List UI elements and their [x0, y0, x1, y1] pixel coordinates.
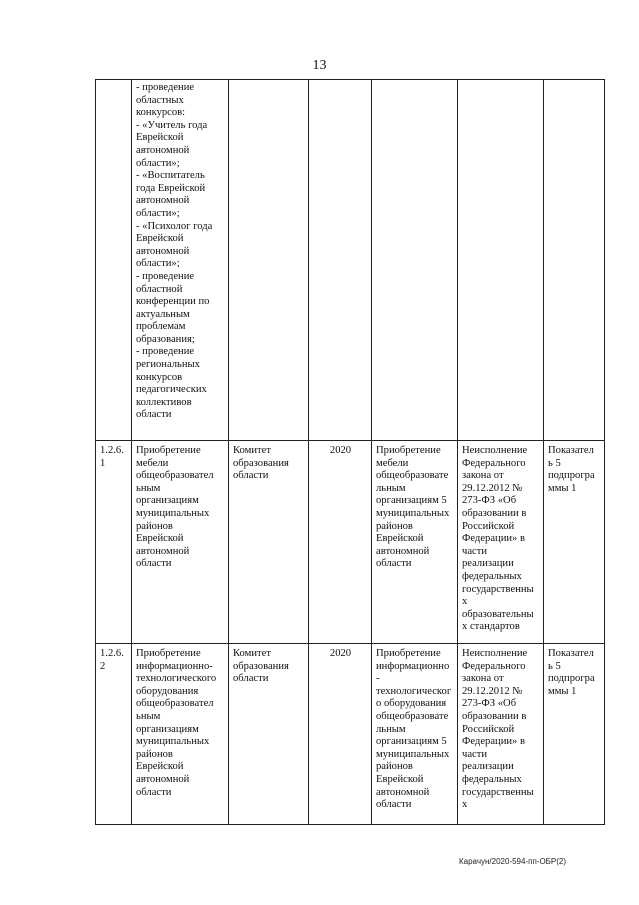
cell-text-line: области: [233, 470, 269, 482]
cell-text-line: образования: [233, 457, 289, 469]
cell-text-line: х: [462, 799, 468, 811]
cell-text-line: 273-ФЗ «Об: [462, 495, 517, 507]
cell-text-line: Еврейской: [376, 533, 424, 545]
cell-text-line: федеральных: [462, 773, 522, 785]
cell-text-line: Еврейской: [376, 773, 424, 785]
activity-cell: [132, 644, 229, 825]
cell-text-line: районов: [376, 520, 413, 532]
executor-cell: [229, 644, 309, 825]
cell-text-line: конкурсов:: [136, 107, 186, 119]
year-cell: [309, 80, 372, 441]
cell-text-line: образовательны: [462, 608, 534, 620]
cell-text-line: автономной: [136, 773, 190, 785]
cell-text-line: федеральных: [462, 570, 522, 582]
cell-text-line: актуальным: [136, 308, 190, 320]
cell-text-line: Показател: [548, 648, 594, 659]
cell-text-line: районов: [376, 761, 413, 773]
cell-text-line: области: [136, 558, 172, 570]
cell-text-line: педагогических: [136, 384, 207, 396]
cell-text-line: муниципальных: [136, 507, 210, 519]
cell-text-line: образования: [233, 660, 289, 672]
executor-cell: [229, 441, 309, 644]
cell-text-line: Федерального: [462, 660, 526, 672]
expected-result-cell: [372, 644, 458, 825]
table-row: [96, 441, 605, 644]
cell-text-line: Приобретение: [136, 648, 201, 659]
cell-text-line: ьным: [136, 482, 161, 494]
cell-text-line: организациям 5: [376, 736, 447, 748]
table-row: [96, 80, 605, 441]
cell-text-line: Еврейской: [136, 233, 184, 245]
activity-cell: [132, 441, 229, 644]
cell-text-line: области: [376, 799, 412, 811]
document-code: Карачун/2020-594-пп-ОБР(2): [459, 857, 567, 866]
cell-text-line: области»;: [136, 207, 180, 219]
cell-text-line: Федерации» в: [462, 533, 525, 545]
cell-text-line: автономной: [376, 545, 430, 557]
cell-text-line: ь 5: [548, 457, 561, 469]
indicator-cell: [544, 644, 605, 825]
cell-text-line: мебели: [376, 457, 409, 469]
consequence-cell: [458, 644, 544, 825]
cell-text-line: области: [136, 409, 172, 421]
cell-text-line: общеобразовател: [136, 470, 214, 482]
cell-text-line: о оборудования: [376, 698, 447, 710]
cell-text-line: области: [136, 786, 172, 798]
cell-text-line: Приобретение: [376, 445, 441, 456]
cell-text-line: 273-ФЗ «Об: [462, 698, 517, 710]
cell-text-line: общеобразовател: [136, 698, 214, 710]
cell-text-line: областной: [136, 283, 183, 295]
cell-text-line: подпрогра: [548, 673, 595, 685]
year-cell: 2020: [309, 441, 372, 644]
cell-text-line: области»;: [136, 157, 180, 169]
cell-text-line: государственны: [462, 786, 534, 798]
cell-text-line: Комитет: [233, 648, 271, 659]
cell-text-line: Еврейской: [136, 761, 184, 773]
cell-text-line: реализации: [462, 558, 514, 570]
cell-text-line: региональных: [136, 359, 200, 371]
cell-text-line: Российской: [462, 723, 515, 735]
cell-text-line: Еврейской: [136, 132, 184, 144]
cell-text-line: области»;: [136, 258, 180, 270]
item-number-cell: 1.2.6.1: [96, 441, 132, 644]
cell-text-line: образования;: [136, 333, 195, 345]
cell-text-line: - проведение: [136, 270, 195, 282]
item-number-cell: [96, 80, 132, 441]
cell-text-line: государственны: [462, 583, 534, 595]
cell-text-line: Федерального: [462, 457, 526, 469]
cell-text-line: образовании в: [462, 507, 527, 519]
cell-text-line: Федерации» в: [462, 736, 525, 748]
cell-text-line: 29.12.2012 №: [462, 482, 523, 494]
cell-text-line: Неисполнение: [462, 445, 528, 456]
cell-text-line: автономной: [136, 144, 190, 156]
cell-text-line: мебели: [136, 457, 169, 469]
cell-text-line: льным: [376, 723, 406, 735]
cell-text-line: области: [376, 558, 412, 570]
cell-text-line: районов: [136, 520, 173, 532]
cell-text-line: информационно: [376, 660, 450, 672]
cell-text-line: ммы 1: [548, 685, 577, 697]
cell-text-line: организациям: [136, 723, 199, 735]
cell-text-line: технологическог: [376, 685, 452, 697]
executor-cell: [229, 80, 309, 441]
cell-text-line: Комитет: [233, 445, 271, 456]
item-number-cell: 1.2.6.2: [96, 644, 132, 825]
cell-text-line: - «Учитель года: [136, 119, 208, 131]
year-cell: 2020: [309, 644, 372, 825]
cell-text-line: подпрогра: [548, 470, 595, 482]
cell-text-line: - проведение: [136, 346, 195, 358]
cell-text-line: автономной: [136, 545, 190, 557]
cell-text-line: конкурсов: [136, 371, 183, 383]
cell-text-line: автономной: [376, 786, 430, 798]
cell-text-line: Российской: [462, 520, 515, 532]
cell-text-line: оборудования: [136, 685, 199, 697]
cell-text-line: ь 5: [548, 660, 561, 672]
cell-text-line: Показател: [548, 445, 594, 456]
cell-text-line: областных: [136, 94, 184, 106]
cell-text-line: районов: [136, 748, 173, 760]
cell-text-line: информационно-: [136, 660, 213, 672]
cell-text-line: технологического: [136, 673, 217, 685]
cell-text-line: Еврейской: [136, 533, 184, 545]
cell-text-line: организациям 5: [376, 495, 447, 507]
activity-cell: [132, 80, 229, 441]
indicator-cell: [544, 80, 605, 441]
cell-text-line: конференции по: [136, 296, 210, 308]
cell-text-line: ммы 1: [548, 482, 577, 494]
cell-text-line: 29.12.2012 №: [462, 685, 523, 697]
cell-text-line: автономной: [136, 245, 190, 257]
cell-text-line: льным: [376, 482, 406, 494]
cell-text-line: образовании в: [462, 710, 527, 722]
cell-text-line: организациям: [136, 495, 199, 507]
cell-text-line: -: [376, 673, 380, 685]
cell-text-line: - «Воспитатель: [136, 170, 205, 182]
expected-result-cell: [372, 80, 458, 441]
cell-text-line: области: [233, 673, 269, 685]
cell-text-line: реализации: [462, 761, 514, 773]
cell-text-line: Приобретение: [376, 648, 441, 659]
cell-text-line: общеобразовате: [376, 710, 449, 722]
cell-text-line: года Еврейской: [136, 182, 206, 194]
table-row: [96, 644, 605, 825]
consequence-cell: [458, 80, 544, 441]
cell-text-line: Неисполнение: [462, 648, 528, 659]
cell-text-line: коллективов: [136, 396, 192, 408]
cell-text-line: муниципальных: [136, 736, 210, 748]
cell-text-line: части: [462, 545, 488, 557]
cell-text-line: муниципальных: [376, 507, 450, 519]
cell-text-line: части: [462, 748, 488, 760]
cell-text-line: х стандартов: [462, 621, 520, 633]
cell-text-line: проблемам: [136, 321, 186, 333]
cell-text-line: автономной: [136, 195, 190, 207]
cell-text-line: закона от: [462, 673, 504, 685]
indicator-cell: [544, 441, 605, 644]
expected-result-cell: [372, 441, 458, 644]
cell-text-line: закона от: [462, 470, 504, 482]
cell-text-line: муниципальных: [376, 748, 450, 760]
cell-text-line: х: [462, 596, 468, 608]
cell-text-line: - «Психолог года: [136, 220, 213, 232]
cell-text-line: Приобретение: [136, 445, 201, 456]
page-number: 13: [312, 58, 327, 73]
cell-text-line: ьным: [136, 710, 161, 722]
program-table: [95, 79, 605, 825]
consequence-cell: [458, 441, 544, 644]
cell-text-line: - проведение: [136, 82, 195, 93]
cell-text-line: общеобразовате: [376, 470, 449, 482]
